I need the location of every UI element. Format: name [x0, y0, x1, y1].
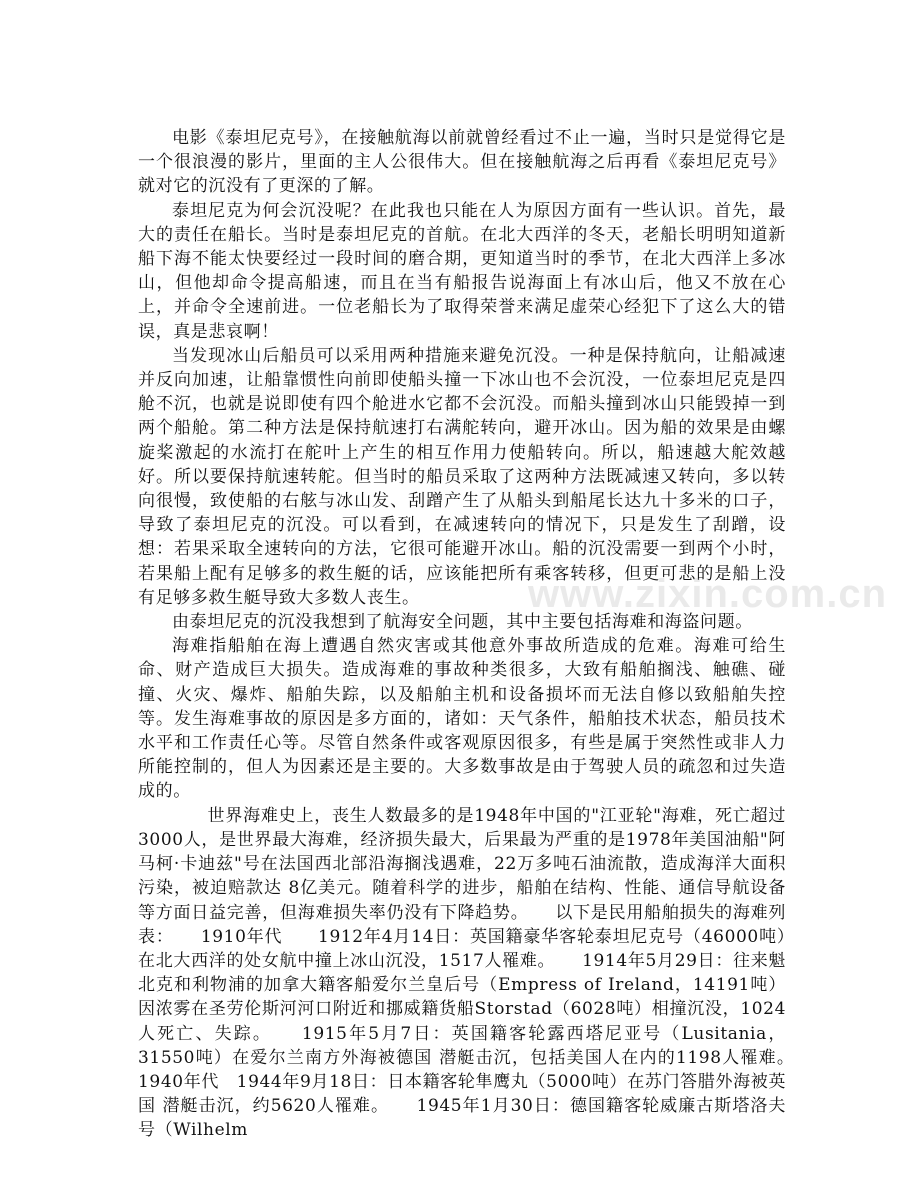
document-body: [138, 126, 822, 1143]
paragraph-shipwreck-definition: 海难指船舶在海上遭遇自然灾害或其他意外事故所造成的危难。海难可给生命、财产造成巨大损失。造成海难的事故种类很多，大致有船舶搁浅、触礁、碰撞、火灾、爆炸、船舶失踪，以及船舶主机和设备损坏而无法自修以致船舶失控等。发生海难事故的原因是多方面的，诸如：天气条件，船舶技术状态，船员技术水平和工作责任心等。尽管自然条件或客观原因很多，有些是属于突然性或非人力所能控制的，但人为因素还是主要的。大多数事故是由于驾驶人员的疏忽和过失造成的。: [138, 636, 786, 802]
paragraph-shipwreck-history: 世界海难史上，丧生人数最多的是1948年中国的"江亚轮"海难，死亡超过3000人，是世界最大海难，经济损失最大，后果最为严重的是1978年美国油船"阿马柯·卡迪兹"号在法国西北部沿海搁浅遇难，22万多吨石油流散，造成海洋大面积污染，被迫赔款达 8亿美元。随着科学的进步，船舶在结构、性能、通信导航设备等方面日益完善，但海难损失率仍没有下降趋势。 以下是民用船舶损失的海难列表： 1910年代 1912年4月14日：英国籍豪华客轮泰坦尼克号（46000吨）在北大西洋的处女航中撞上冰山沉没，1517人罹难。 1914年5月29日：往来魁北克和利物浦的加拿大籍客船爱尔兰皇后号（Empress of Ireland，14191吨）因浓雾在圣劳伦斯河河口附近和挪威籍货船Storstad（6028吨）相撞沉没，1024人死亡、失踪。 1915年5月7日：英国籍客轮露西塔尼亚号（Lusitania，31550吨）在爱尔兰南方外海被德国 潜艇击沉，包括美国人在内的1198人罹难。 1940年代 1944年9月18日：日本籍客轮隼鹰丸（5000吨）在苏门答腊外海被英国 潜艇击沉，约5620人罹难。 1945年1月30日：德国籍客轮威廉古斯塔洛夫号（Wilhelm: [138, 805, 822, 1141]
watermark: www.zixin.com.cn: [528, 572, 888, 616]
paragraph-avoidance-measures: 当发现冰山后船员可以采用两种措施来避免沉没。一种是保持航向，让船减速并反向加速，让船靠惯性向前即使船头撞一下冰山也不会沉没，一位泰坦尼克是四舱不沉，也就是说即使有四个舱进水它都不会沉没。而船头撞到冰山只能毁掉一到两个船舱。第二种方法是保持航速打右满舵转向，避开冰山。因为船的效果是由螺旋桨激起的水流打在舵叶上产生的相互作用力使船转向。所以，船速越大舵效越好。所以要保持航速转舵。但当时的船员采取了这两种方法既减速又转向，多以转向很慢，致使船的右舷与冰山发、刮蹭产生了从船头到船尾长达九十多米的口子，导致了泰坦尼克的沉没。可以看到，在减速转向的情况下，只是发生了刮蹭，设想：若果采取全速转向的方法，它很可能避开冰山。船的沉没需要一到两个小时，若果船上配有足够多的救生艇的话，应该能把所有乘客转移，但更可悲的是船上没有足够多救生艇导致大多数人丧生。: [138, 345, 786, 608]
paragraph-safety-issues: 由泰坦尼克的沉没我想到了航海安全问题，其中主要包括海难和海盗问题。: [172, 612, 753, 633]
paragraph-captain-responsibility: 泰坦尼克为何会沉没呢？在此我也只能在人为原因方面有一些认识。首先，最大的责任在船长。当时是泰坦尼克的首航。在北大西洋的冬天，老船长明明知道新船下海不能太快要经过一段时间的磨合期，更知道当时的季节，在北大西洋上多冰山，但他却命令提高船速，而且在当有船报告说海面上有冰山后，他又不放在心上，并命令全速前进。一位老船长为了取得荣誉来满足虚荣心经犯下了这么大的错误，真是悲哀啊！: [138, 200, 786, 342]
paragraph-intro: 电影《泰坦尼克号》，在接触航海以前就曾经看过不止一遍，当时只是觉得它是一个很浪漫的影片，里面的主人公很伟大。但在接触航海之后再看《泰坦尼克号》就对它的沉没有了更深的了解。: [138, 128, 786, 197]
